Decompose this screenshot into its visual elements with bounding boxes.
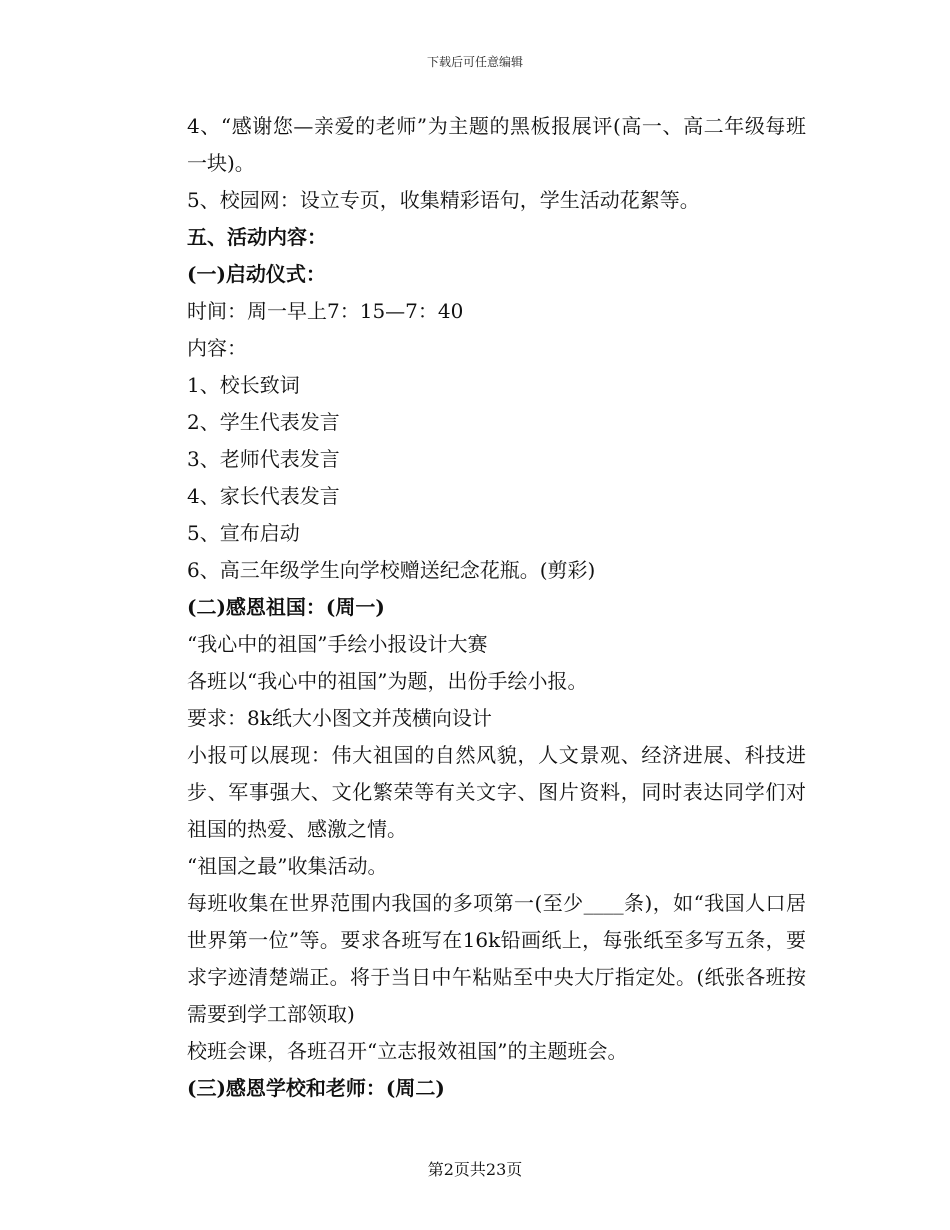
paragraph-class-meeting: 校班会课，各班召开“立志报效祖国”的主题班会。 <box>187 1039 628 1063</box>
paragraph-collection-details: 每班收集在世界范围内我国的多项第一(至少____条)，如“我国人口居世界第一位”等。要求各班写在16k铅画纸上，每张纸至多写五条，要求字迹清楚端正。将于当日中午粘贴至中央大厅指定处。(纸张各班按需要到学工部领取) <box>187 891 806 1026</box>
list-item-teacher-speech: 3、老师代表发言 <box>187 447 340 471</box>
heading-launch-ceremony: (一)启动仪式： <box>187 262 326 286</box>
paragraph-time: 时间：周一早上7：15—7：40 <box>187 299 464 323</box>
page-number: 第2页共23页 <box>427 1160 523 1179</box>
list-item-announce-launch: 5、宣布启动 <box>187 521 300 545</box>
paragraph-requirements: 要求：8k纸大小图文并茂横向设计 <box>187 706 492 730</box>
heading-gratitude-school: (三)感恩学校和老师：(周二) <box>187 1076 445 1100</box>
list-item-vase-gift: 6、高三年级学生向学校赠送纪念花瓶。(剪彩) <box>187 558 596 582</box>
heading-gratitude-country: (二)感恩祖国：(周一) <box>187 595 385 619</box>
heading-activity-content: 五、活动内容： <box>187 225 327 249</box>
paragraph-content-label: 内容： <box>187 336 247 360</box>
paragraph-campus-website: 5、校园网：设立专页，收集精彩语句，学生活动花絮等。 <box>187 188 700 212</box>
list-item-student-speech: 2、学生代表发言 <box>187 410 340 434</box>
header-note: 下载后可任意编辑 <box>426 55 523 69</box>
paragraph-class-newspaper: 各班以“我心中的祖国”为题，出份手绘小报。 <box>187 669 588 693</box>
paragraph-newspaper-themes: 小报可以展现：伟大祖国的自然风貌，人文景观、经济进展、科技进步、军事强大、文化繁荣等有关文字、图片资料，同时表达同学们对祖国的热爱、感激之情。 <box>187 743 806 841</box>
document-body <box>141 108 806 1107</box>
paragraph-collection-activity: “祖国之最”收集活动。 <box>187 854 388 878</box>
paragraph-drawing-contest: “我心中的祖国”手绘小报设计大赛 <box>187 632 488 656</box>
paragraph-blackboard-contest: 4、“感谢您—亲爱的老师”为主题的黑板报展评(高一、高二年级每班一块)。 <box>187 114 806 175</box>
list-item-principal-speech: 1、校长致词 <box>187 373 300 397</box>
list-item-parent-speech: 4、家长代表发言 <box>187 484 340 508</box>
